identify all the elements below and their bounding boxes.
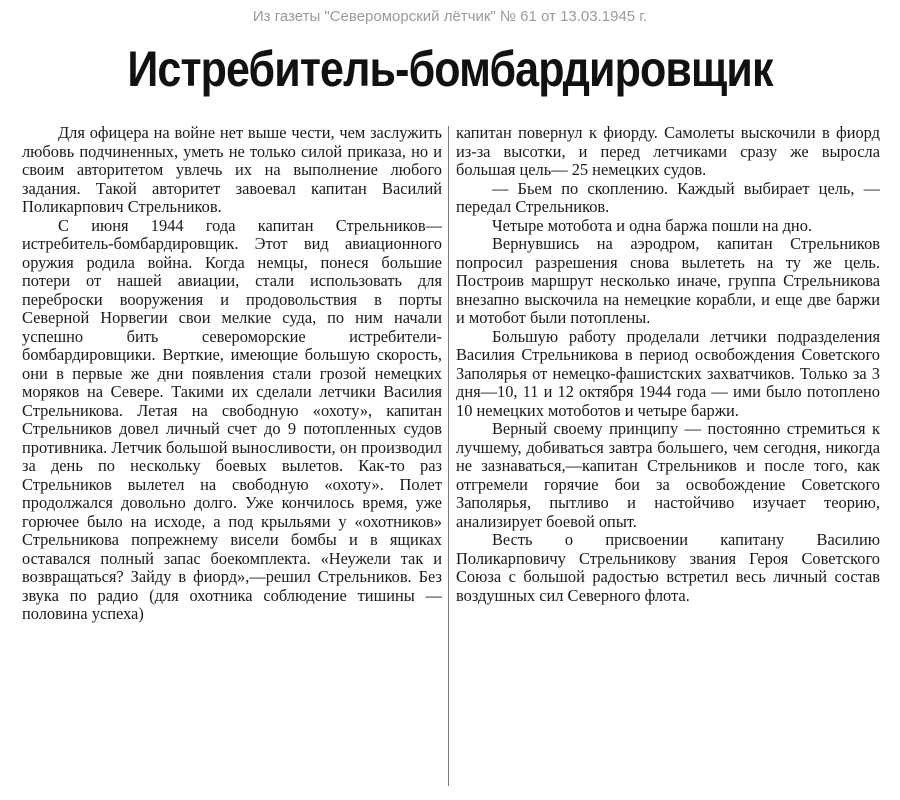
- paragraph: Вернувшись на аэродром, капитан Стрельников попросил разрешения снова вылететь на ту же цель. Построив маршрут несколько иначе, группа Стрельникова внезапно выскочила на немецкие корабли, и еще две баржи и мотобот были потоплены.: [456, 234, 880, 327]
- article-left-column: [22, 124, 442, 624]
- paragraph: Весть о присвоении капитану Василию Поликарповичу Стрельникову звания Героя Советского Союза с большой радостью встретил весь личный состав воздушных сил Северного флота.: [456, 530, 880, 605]
- paragraph: — Бьем по скоплению. Каждый выбирает цель, — передал Стрельников.: [456, 178, 880, 216]
- paragraph: Четыре мотобота и одна баржа пошли на дно.: [492, 215, 812, 235]
- paragraph: С июня 1944 года капитан Стрельников— истребитель-бомбардировщик. Этот вид авиационного оружия родила война. Когда немцы, понеся большие потери от нашей авиации, стали использовать для переброски вооружения и продовольствия в порты Северной Норвегии свои мелкие суда, по ним начали успешно бить североморские истребители-бомбардировщики. Верткие, имеющие большую скорость, они в первые же дни появления стали грозой немецких моряков на Севере. Такими их сделали летчики Василия Стрельникова. Летая на свободную «охоту», капитан Стрельников довел личный счет до 9 потопленных судов противника. Летчик большой выносливости, он производил за день по нескольку боевых вылетов. Как-то раз Стрельников вылетел на свободную «охоту». Полет продолжался довольно долго. Уже кончилось время, уже горючее было на исходе, а под крыльями у «охотников» Стрельникова попрежнему висели бомбы и в ящиках оставался полный запас боекомплекта. «Неужели так и возвращаться? Зайду в фиорд»,—решил Стрельников. Без звука по радио (для охотника соблюдение тишины — половина успеха): [22, 215, 442, 623]
- column-divider: [448, 126, 449, 786]
- article-right-column: [456, 124, 880, 605]
- paragraph: Для офицера на войне нет выше чести, чем заслужить любовь подчиненных, уметь не только силой приказа, но и своим авторитетом увлечь их на выполнение любого задания. Такой авторитет завоевал капитан Василий Поликарпович Стрельников.: [22, 123, 442, 216]
- paragraph: Большую работу проделали летчики подразделения Василия Стрельникова в период освобождения Советского Заполярья от немецко-фашистских захватчиков. Только за 3 дня—10, 11 и 12 октября 1944 года — ими было потоплено 10 немецких мотоботов и четыре баржи.: [456, 326, 880, 420]
- article-headline: Истребитель-бомбардировщик: [127, 41, 773, 97]
- paragraph: Верный своему принципу — постоянно стремиться к лучшему, добиваться завтра большего, чем сегодня, никогда не зазнаваться,—капитан Стрельников и после того, как отгремели горячие бои за освобождение Советского Заполярья, пытливо и настойчиво изучает теорию, анализирует боевой опыт.: [456, 419, 880, 531]
- source-caption: Из газеты "Североморский лётчик" № 61 от 13.03.1945 г.: [252, 8, 648, 25]
- paragraph: капитан повернул к фиорду. Самолеты выскочили в фиорд из-за высотки, и перед летчиками сразу же выросла большая цель— 25 немецких судов.: [456, 123, 880, 179]
